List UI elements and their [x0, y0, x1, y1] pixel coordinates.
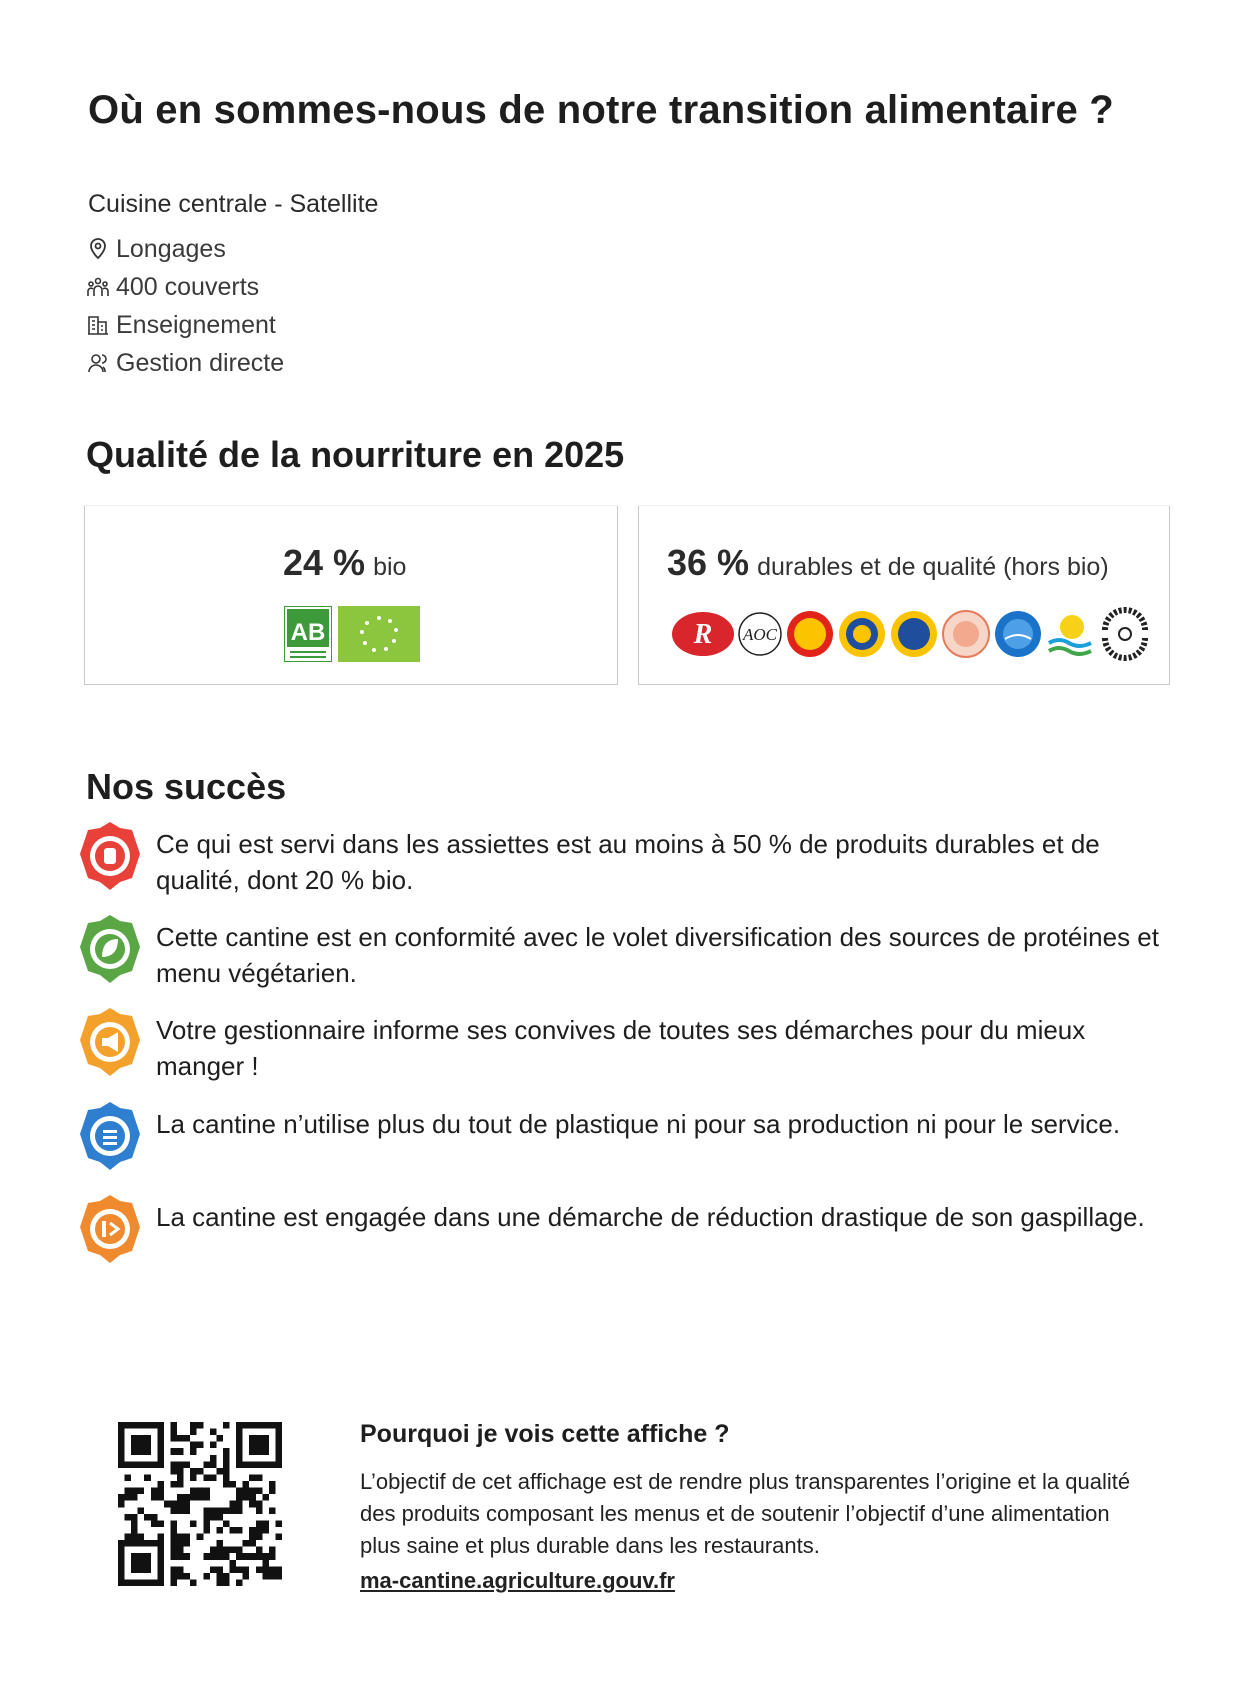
detail-management: [86, 344, 284, 382]
page-title: Où en sommes-nous de notre transition alimentaire ?: [88, 88, 1114, 132]
detail-management-text: Gestion directe: [116, 348, 285, 377]
peche-durable-logo: [993, 609, 1043, 659]
building-icon: [86, 313, 110, 337]
detail-sector-text: Enseignement: [116, 310, 276, 339]
success-text: Votre gestionnaire informe ses convives de toutes ses démarches pour du mieux manger !: [156, 1015, 1086, 1081]
durable-logos: [671, 606, 1153, 662]
igp-logo: [837, 609, 887, 659]
success-text: La cantine n’utilise plus du tout de plastique ni pour sa production ni pour le service.: [156, 1109, 1121, 1139]
svg-text:AOC: AOC: [743, 625, 777, 644]
eurofeuille-logo: [338, 606, 420, 662]
stg-logo: [889, 609, 939, 659]
bio-card: [84, 506, 618, 685]
website-link[interactable]: ma-cantine.agriculture.gouv.fr: [360, 1568, 675, 1593]
leaf-badge-icon: [80, 913, 140, 985]
svg-text:AB: AB: [290, 619, 326, 646]
megaphone-badge-icon: [80, 1006, 140, 1078]
durable-percent: 36 %: [667, 542, 750, 583]
durable-label: durables et de qualité (hors bio): [757, 553, 1109, 581]
success-heading: Nos succès: [86, 766, 287, 807]
aop-logo: [785, 609, 835, 659]
label-rouge-logo: [671, 609, 735, 659]
detail-location: [86, 230, 284, 268]
no-plastic-badge-icon: [80, 1100, 140, 1172]
durable-card: [638, 506, 1170, 685]
success-text: Ce qui est servi dans les assiettes est au moins à 50 % de produits durables et de qualité, dont 20 % bio.: [156, 829, 1100, 895]
people-icon: [86, 275, 110, 299]
qr-code-icon[interactable]: [118, 1422, 282, 1586]
rup-logo: [1045, 609, 1095, 659]
why-title: Pourquoi je vois cette affiche ?: [360, 1420, 730, 1448]
bio-logos: [284, 606, 420, 662]
detail-location-text: Longages: [116, 234, 226, 263]
detail-covers: [86, 268, 284, 306]
why-text: L’objectif de cet affichage est de rendre plus transparentes l’origine et la qualité des produits composant les menus et de soutenir l’objectif d’une alimentation plus saine et plus durable dans les restaurants.: [360, 1469, 1131, 1558]
bio-label: bio: [373, 553, 407, 581]
canteen-details: [86, 230, 284, 382]
svg-text:R: R: [693, 619, 713, 650]
map-pin-icon: [86, 237, 110, 261]
commerce-equitable-logo: [1097, 606, 1153, 662]
aoc-logo: [737, 609, 783, 659]
user-icon: [86, 351, 110, 375]
bio-percent: 24 %: [283, 542, 366, 583]
hve-logo: [941, 609, 991, 659]
plate-badge-icon: [80, 820, 140, 892]
success-text: Cette cantine est en conformité avec le volet diversification des sources de protéines et menu végétarien.: [156, 922, 1159, 988]
detail-sector: [86, 306, 284, 344]
ab-agriculture-biologique-logo: [284, 606, 332, 662]
success-text: La cantine est engagée dans une démarche de réduction drastique de son gaspillage.: [156, 1202, 1145, 1232]
quality-heading: Qualité de la nourriture en 2025: [86, 434, 625, 475]
detail-covers-text: 400 couverts: [116, 272, 260, 301]
durable-stat: [667, 542, 1109, 584]
canteen-type: Cuisine centrale - Satellite: [88, 190, 379, 218]
anti-waste-badge-icon: [80, 1193, 140, 1265]
bio-stat: [283, 542, 406, 584]
